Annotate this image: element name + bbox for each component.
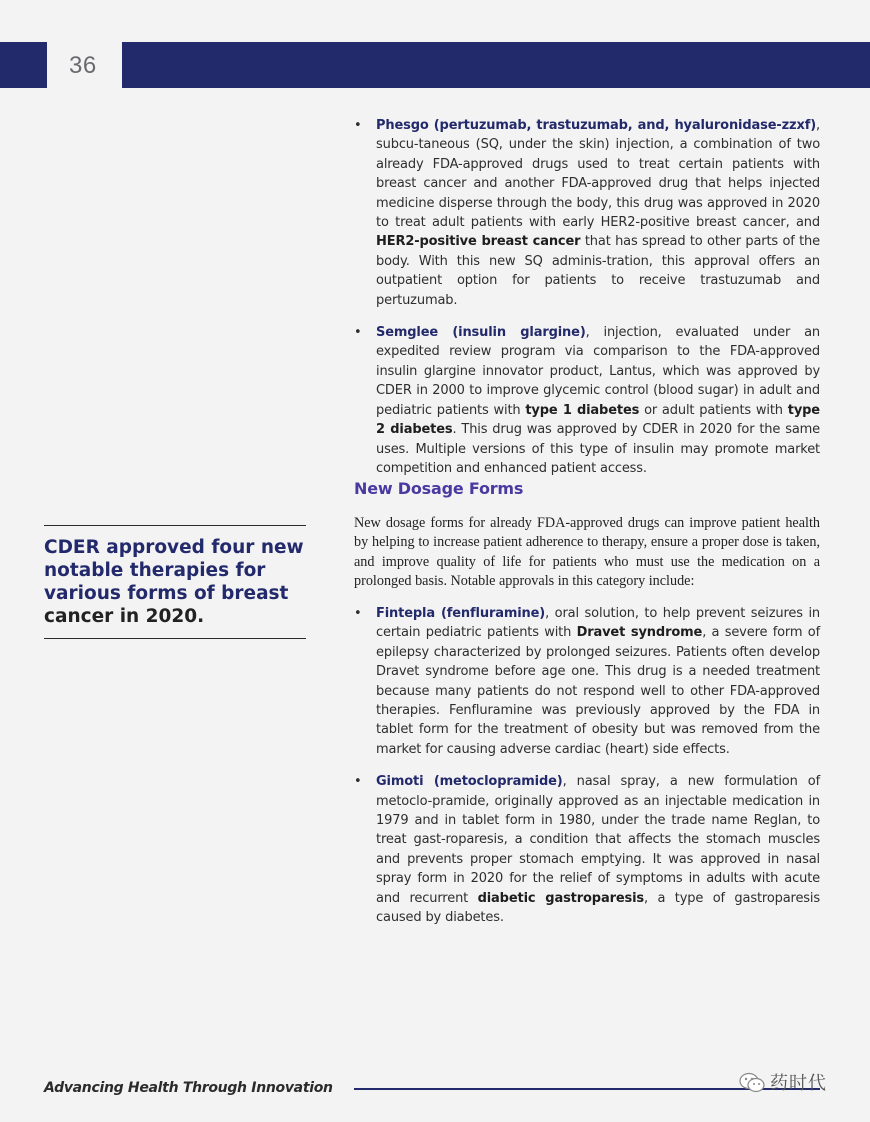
item-text: that has spread to other parts of the body. With this new SQ adminis-tration, this approval offers an outpatient option for patients to receive trastuzumab and pertuzumab. [376, 234, 820, 308]
bold-term: HER2-positive breast cancer [376, 234, 581, 250]
header-bar-left [0, 42, 47, 88]
item-text: . This drug was approved by CDER in 2020 for the same uses. Multiple versions of this type of insulin may promote market competition and enhanced patient access. [376, 422, 820, 476]
bullet-dot: • [354, 606, 362, 621]
drug-name: Phesgo (pertuzumab, trastuzumab, and, hyaluronidase-zzxf) [376, 118, 817, 133]
pull-quote-tail: cancer in 2020. [44, 606, 205, 627]
item-text: , subcu-taneous (SQ, under the skin) injection, a combination of two already FDA-approved drugs used to treat certain patients with breast cancer and another FDA-approved drug that helps injected medicine disperse through the body, this drug was approved in 2020 to treat adult patients with early HER2-positive breast cancer, and [376, 118, 820, 231]
item-text: , injection, evaluated under an expedited review program via comparison to the FDA-approved insulin glargine innovator product, Lantus, which was approved by CDER in 2000 to improve glycemic control (blood sugar) in adult and pediatric patients with [376, 325, 820, 418]
watermark [738, 1069, 827, 1095]
item-text: , nasal spray, a new formulation of metoclo-pramide, originally approved as an injectable medication in 1979 and in tablet form in 1980, under the trade name Reglan, to treat gast-roparesis, a condition that affects the stomach muscles and prevents proper stomach emptying. It was approved in nasal spray form in 2020 for the relief of symptoms in adults with acute and recurrent [376, 774, 820, 906]
pull-quote-highlight: CDER approved four new notable therapies for various forms of breast [44, 537, 304, 604]
intro-paragraph: New dosage forms for already FDA-approved drugs can improve patient health by helping to increase patient adherence to therapy, ensure a proper dose is taken, and improve quality of life for patients who must use the medication on a prolonged basis. Notable approvals in this category include: [354, 515, 820, 590]
bullet-dot: • [354, 325, 362, 341]
bold-term: diabetic gastroparesis [477, 890, 644, 906]
header-bar-right [122, 42, 870, 88]
list-item-phesgo [354, 116, 820, 310]
bullet-dot: • [354, 118, 362, 133]
bold-term: Dravet syndrome [576, 625, 703, 641]
item-text: , a type of gastroparesis caused by diabetes. [376, 890, 821, 926]
item-text: , oral solution, to help prevent seizures in certain pediatric patients with [376, 606, 820, 641]
list-item-gimoti [354, 772, 820, 927]
list-item-fintepla [354, 604, 820, 759]
list-item-semglee [354, 323, 820, 478]
pull-quote [44, 525, 306, 639]
bold-term: type 1 diabetes [525, 402, 640, 418]
bullet-dot: • [354, 774, 362, 790]
wechat-icon [738, 1071, 766, 1093]
bold-term: type 2 diabetes [376, 402, 820, 438]
watermark-text: 药时代 [770, 1073, 827, 1094]
bullet-list-top [354, 116, 820, 478]
footer-title: Advancing Health Through Innovation [44, 1080, 333, 1096]
drug-name: Fintepla (fenfluramine) [376, 606, 546, 621]
bullet-list-bottom [354, 604, 820, 928]
item-text: , a severe form of epilepsy characterized by prolonged seizures. Patients often develop Dravet syndrome before age one. This drug is a needed treatment because many patients do not respond well to other FDA-approved therapies. Fenfluramine was previously approved by the FDA in tablet form for the treatment of obesity but was removed from the market for causing adverse cardiac (heart) side effects. [376, 625, 821, 757]
item-text: or adult patients with [639, 402, 788, 418]
drug-name: Semglee (insulin glargine) [376, 325, 586, 341]
drug-name: Gimoti (metoclopramide) [376, 774, 563, 790]
section-title: New Dosage Forms [354, 479, 524, 498]
page-number: 36 [69, 52, 97, 79]
